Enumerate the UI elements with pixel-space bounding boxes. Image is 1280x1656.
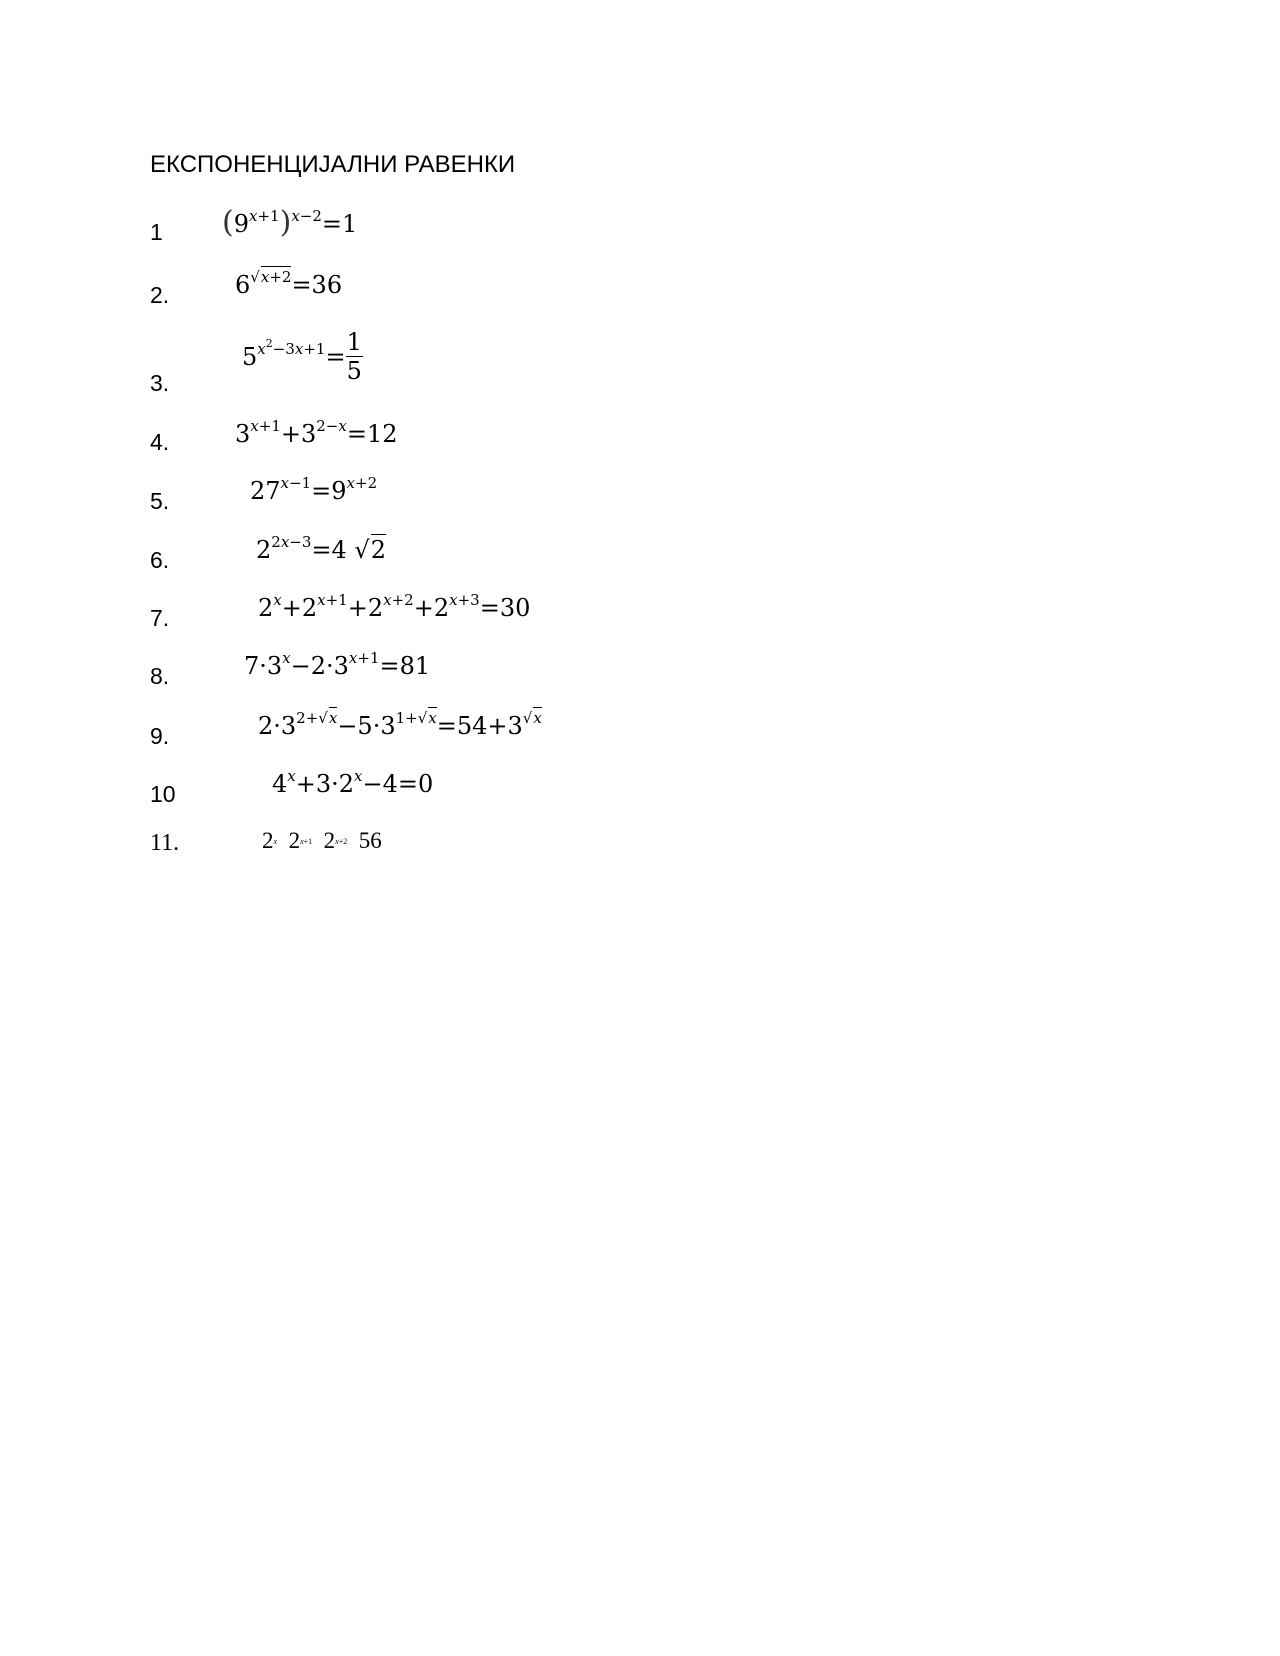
equation-number: 4. [150,429,170,455]
page-title: ЕКСПОНЕНЦИЈАЛНИ РАВЕНКИ [150,151,516,178]
equation-number: 2. [150,282,170,308]
equation-9: $2\cdot 3^{2+√x}-5\cdot 3^{1+√x}=54+3^{√x}$ [258,709,542,740]
equation-number: 5. [150,488,170,514]
equation-number: 10 [150,781,176,807]
equation-number: 11. [150,830,180,856]
equation-number: 8. [150,663,170,689]
equation-number: 1 [150,219,163,245]
equation-4: $3^{x+1}+3^{2-x}=12$ [235,417,398,448]
equation-2: $6^{√x+2}=36$ [235,268,343,299]
equation-11: 2$^x$ $2^{x+1}$ $2^{x+2}$ 56 [262,828,382,853]
equation-number: 3. [150,370,170,396]
equation-5: $27^{x-1}=9^{x+2}$ [250,474,378,505]
equation-3: $5^{x^2-3x+1}=$ $\frac{1}{5}$ [242,328,362,385]
equation-number: 7. [150,605,170,631]
equation-number: 6. [150,547,170,573]
equation-6: $2^{2x-3}=4$ √2 [256,533,387,564]
equation-number: 9. [150,723,170,749]
equation-10: $4^x+3\cdot 2^x-4=0$ [272,767,434,798]
equation-1: $(9^{x+1})^{x-2}=1$ [222,205,358,240]
equation-7: $2^x+2^{x+1}+2^{x+2}+2^{x+3}=30$ [258,591,531,622]
equation-8: $7\cdot 3^x-2\cdot 3^{x+1}=81$ [244,649,431,680]
